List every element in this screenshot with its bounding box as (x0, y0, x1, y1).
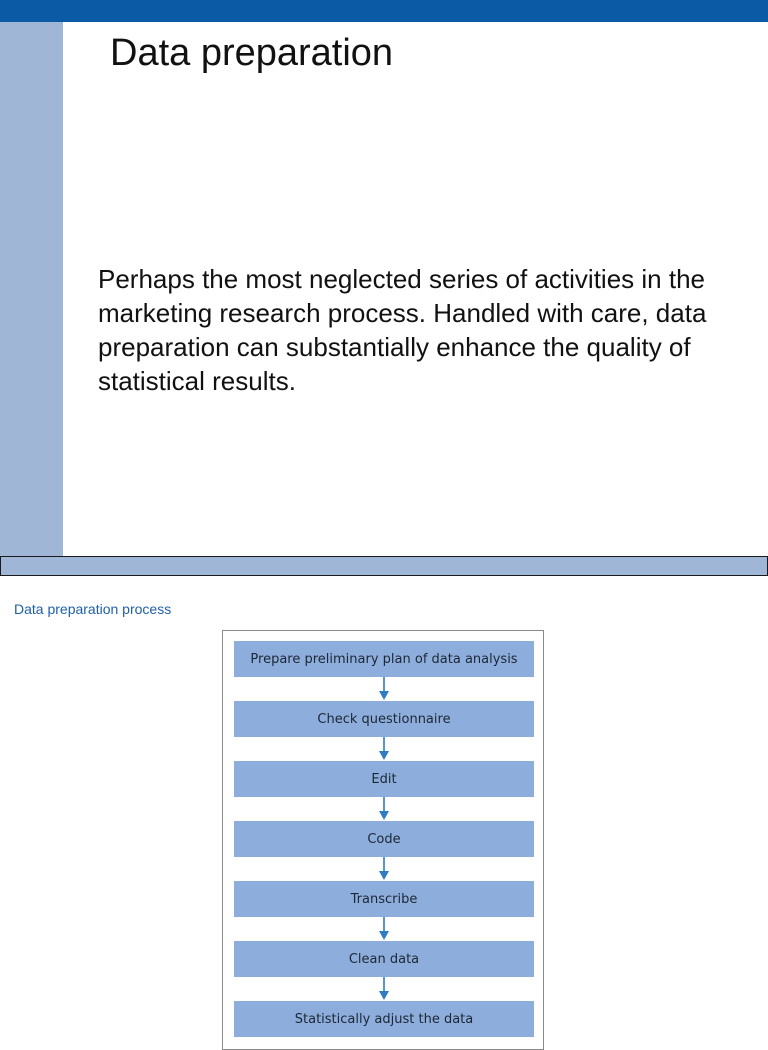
down-arrow-icon (376, 917, 392, 941)
flow-step-plan: Prepare preliminary plan of data analysis (234, 641, 534, 677)
figure-caption: Data preparation process (14, 601, 172, 617)
flow-step-edit: Edit (234, 761, 534, 797)
slide-bottom-band (0, 556, 768, 576)
down-arrow-icon (376, 977, 392, 1001)
left-accent-band (0, 22, 63, 556)
down-arrow-icon (376, 677, 392, 701)
slide-body-text: Perhaps the most neglected series of activities in the marketing research process. Handled with care, data preparation can substantially enhance the quality of statistical results. (98, 264, 707, 396)
down-arrow-icon (376, 737, 392, 761)
flow-step-code: Code (234, 821, 534, 857)
down-arrow-icon (376, 797, 392, 821)
flow-step-clean-data: Clean data (234, 941, 534, 977)
down-arrow-icon (376, 857, 392, 881)
slide-title: Data preparation (110, 32, 394, 74)
flow-step-transcribe: Transcribe (234, 881, 534, 917)
top-banner (0, 0, 768, 22)
flow-step-statistically-adjust: Statistically adjust the data (234, 1001, 534, 1037)
flow-step-check-questionnaire: Check questionnaire (234, 701, 534, 737)
